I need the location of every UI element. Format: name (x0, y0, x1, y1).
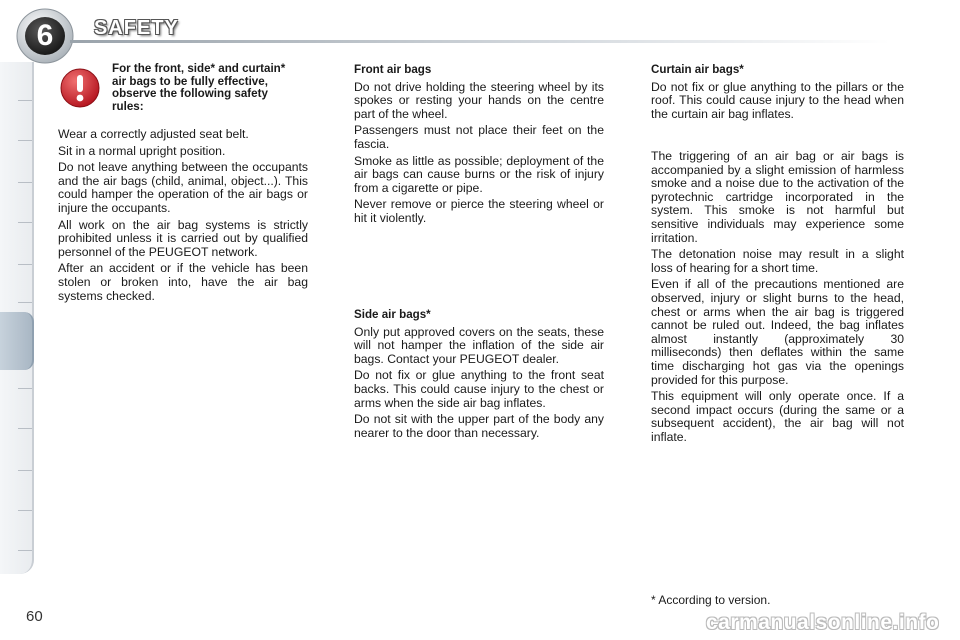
section-heading: Curtain air bags* (651, 63, 744, 76)
paragraph: Do not fix or glue anything to the front seat backs. This could cause injury to the chest or arms when the side air bag inflates. (354, 368, 604, 410)
tab-divider (18, 550, 32, 551)
paragraph: Only put approved covers on the seats, these will not hamper the inflation of the side air bags. Contact your PEUGEOT dealer. (354, 324, 604, 366)
tab-divider (18, 388, 32, 389)
paragraph: Even if all of the precautions mentioned are observed, injury or slight burns to the head, chest or arms when the air bag is triggered cannot be ruled out. Indeed, the bag inflates almost instantly (approximately 30 milliseconds) then deflates within the same time discharging hot gas via the openings provided for this purpose. (651, 277, 904, 387)
chapter-number: 6 (36, 19, 54, 52)
paragraph: Do not leave anything between the occupants and the air bags (child, animal, object...). This could hamper the operation of the air bags or injure the occupants. (58, 160, 308, 215)
footnote: * According to version. (651, 593, 771, 607)
tab-divider (18, 182, 32, 183)
paragraph: Passengers must not place their feet on the fascia. (354, 123, 604, 151)
paragraph: Sit in a normal upright position. (58, 143, 226, 158)
general-rules (58, 128, 308, 306)
tab-divider (18, 100, 32, 101)
curtain-airbags-section (651, 63, 904, 124)
title-rule (70, 40, 890, 43)
airbag-operation-section (651, 150, 904, 447)
section-heading: Side air bags* (354, 308, 431, 321)
warning-title: For the front, side* and curtain* air bags to be fully effective, observe the following safety rules: (112, 62, 286, 113)
paragraph: This equipment will only operate once. If a second impact occurs (during the same or a subsequent accident), the air bag will not inflate. (651, 389, 904, 444)
watermark: carmanualsonline.info (706, 611, 940, 634)
paragraph: After an accident or if the vehicle has been stolen or broken into, have the air bag systems checked. (58, 261, 308, 303)
tab-divider (18, 428, 32, 429)
side-airbags-section (354, 308, 604, 443)
chapter-tab-strip (0, 0, 34, 640)
front-airbags-section (354, 63, 604, 229)
exclamation-icon (60, 68, 100, 108)
tab-divider (18, 264, 32, 265)
tab-divider (18, 222, 32, 223)
paragraph: Wear a correctly adjusted seat belt. (58, 127, 249, 141)
page-number: 60 (26, 608, 43, 625)
paragraph: The detonation noise may result in a slight loss of hearing for a short time. (651, 247, 904, 275)
tab-divider (18, 470, 32, 471)
tab-divider (18, 302, 32, 303)
paragraph: Never remove or pierce the steering wheel or hit it violently. (354, 197, 604, 225)
page-title: SAFETY (94, 17, 179, 39)
paragraph: The triggering of an air bag or air bags is accompanied by a slight emission of harmless smoke and a noise due to the activation of the pyrotechnic cartridge incorporated in the system. This smoke is not harmful but sensitive individuals may experience some irritation. (651, 149, 904, 245)
paragraph: All work on the air bag systems is strictly prohibited unless it is carried out by qualified personnel of the PEUGEOT network. (58, 217, 308, 259)
section-heading: Front air bags (354, 63, 432, 76)
tab-divider (18, 510, 32, 511)
paragraph: Do not fix or glue anything to the pillars or the roof. This could cause injury to the head when the curtain air bag inflates. (651, 79, 904, 121)
tab-active-chapter[interactable] (0, 312, 34, 370)
tab-divider (18, 140, 32, 141)
paragraph: Do not drive holding the steering wheel by its spokes or resting your hands on the centre part of the wheel. (354, 79, 604, 121)
paragraph: Do not sit with the upper part of the body any nearer to the door than necessary. (354, 412, 604, 440)
paragraph: Smoke as little as possible; deployment of the air bags can cause burns or the risk of injury from a cigarette or pipe. (354, 153, 604, 195)
